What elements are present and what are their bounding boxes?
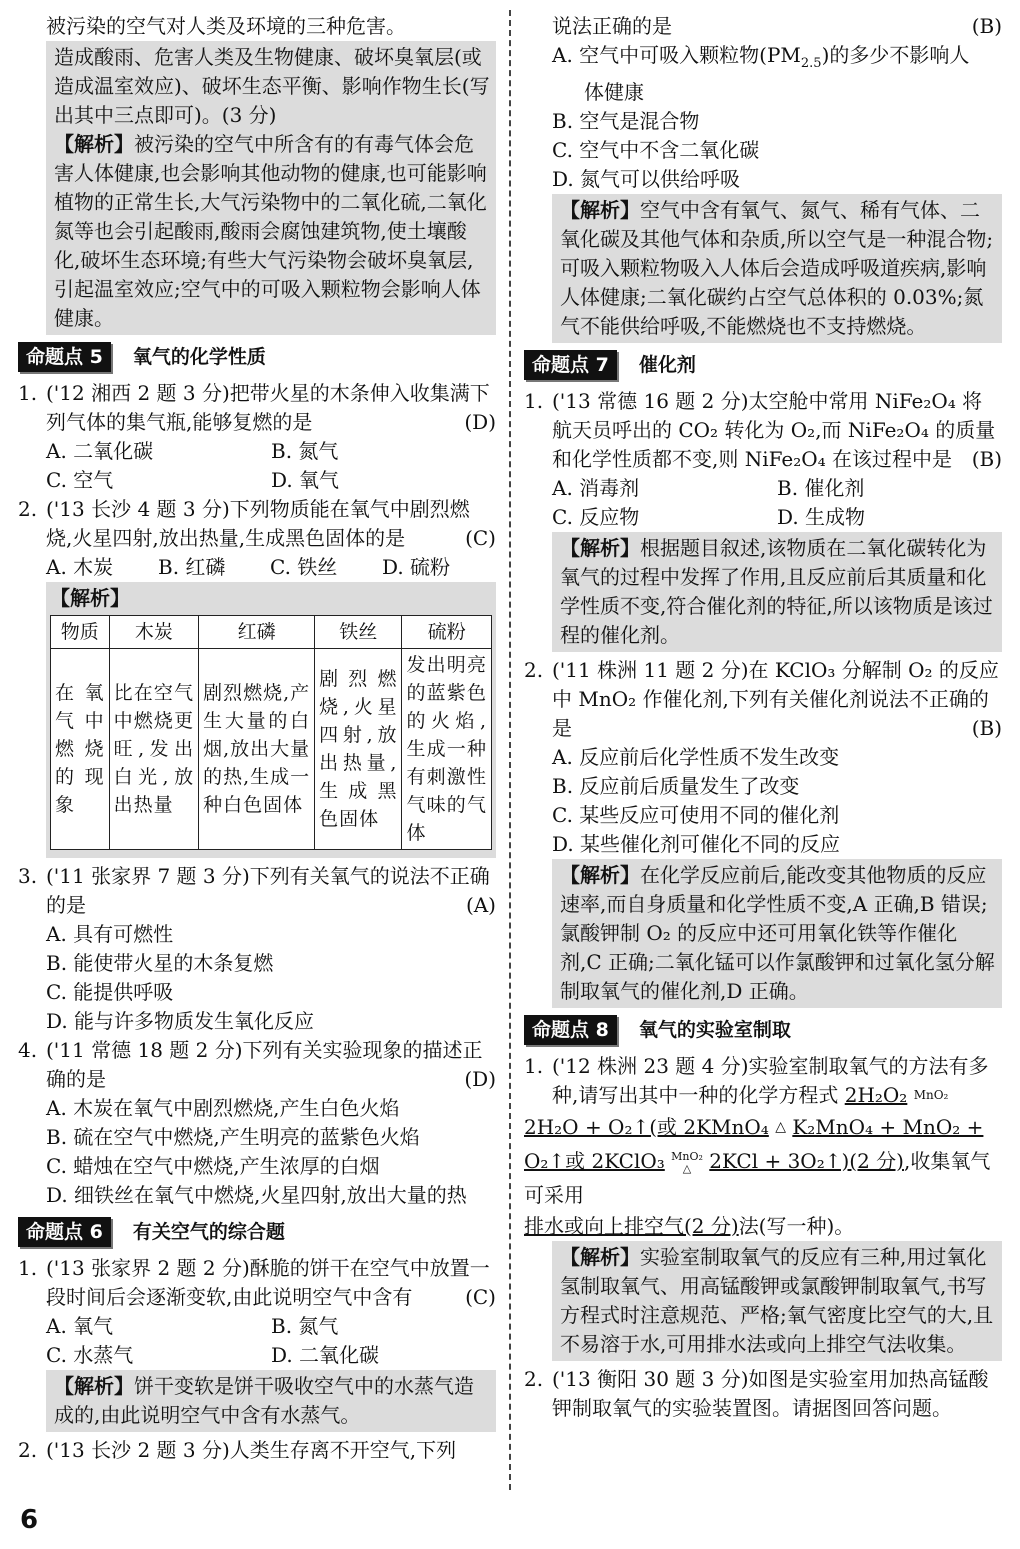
option: B. 硫在空气中燃烧,产生明亮的蓝紫色火焰 [46, 1125, 420, 1149]
section-tag: 命题点 5 [18, 342, 111, 372]
analysis-box: 【解析】根据题目叙述,该物质在二氧化碳转化为氧气的过程中发挥了作用,且反应前后其质量和化学性质不变,符合催化剂的特征,所以该物质是该过程的催化剂。 [552, 532, 1002, 652]
options: A. 木炭 B. 红磷 C. 铁丝 D. 硫粉 [46, 555, 451, 579]
section-tag: 命题点 8 [524, 1015, 617, 1045]
option: C. 能提供呼吸 [46, 980, 174, 1004]
table-cell: 比在空气中燃烧更旺,发出白光,放出热量 [109, 649, 199, 850]
option: D. 细铁丝在氧气中燃烧,火星四射,放出大量的热 [46, 1183, 467, 1207]
options: C. 空气 D. 氧气 [46, 468, 340, 492]
section-heading-6 [18, 1216, 496, 1248]
option: C. 某些反应可使用不同的催化剂 [552, 803, 840, 827]
table-cell: 剧烈燃烧,火星四射,放出热量,生成黑色固体 [315, 649, 402, 850]
analysis-label: 【解析】 [50, 586, 130, 610]
question-5-3: 3. ('11 张家界 7 题 3 分)下列有关氧气的说法不正确的是 (A) [18, 862, 496, 920]
option: D. 能与许多物质发生氧化反应 [46, 1009, 315, 1033]
catalyst-label: MnO₂ [913, 1088, 949, 1102]
analysis-box: 【解析】在化学反应前后,能改变其他物质的反应速率,而自身质量和化学性质不变,A 正确,B 错误;氯酸钾制 O₂ 的反应中还可用氧化铁等作催化剂,C 正确;二氧化锰可以作氯酸钾和过氧化氢分解制取氧气的催化剂,D 正确。 [552, 859, 1002, 1008]
option: B. 反应前后质量发生了改变 [552, 774, 800, 798]
section-title: 有关空气的综合题 [132, 1220, 285, 1243]
section-title: 氧气的实验室制取 [638, 1018, 791, 1041]
option: C. 蜡烛在空气中燃烧,产生浓厚的白烟 [46, 1154, 380, 1178]
question-6-2-cont: 说法正确的是 (B) [524, 12, 1002, 41]
answer: (C) [465, 526, 496, 550]
left-column [18, 12, 496, 1465]
analysis-table-box [46, 582, 496, 858]
option: D. 某些催化剂可催化不同的反应 [552, 832, 841, 856]
table-header: 硫粉 [402, 616, 492, 649]
question-5-1: 1. ('12 湘西 2 题 3 分)把带火星的木条伸入收集满下列气体的集气瓶,能够复燃的是 (D) [18, 379, 496, 437]
right-column [524, 12, 1002, 1423]
table-header: 物质 [51, 616, 110, 649]
table-row-label: 在氧气中燃烧的现象 [51, 649, 110, 850]
answer: (A) [465, 893, 496, 917]
option: B. 能使带火星的木条复燃 [46, 951, 274, 975]
equation-part: 2H₂O₂ [844, 1083, 908, 1107]
question-5-4: 4. ('11 常德 18 题 2 分)下列有关实验现象的描述正确的是 (D) [18, 1036, 496, 1094]
table-cell: 发出明亮的蓝紫色的火焰,生成一种有刺激性气味的气体 [402, 649, 492, 850]
options: C. 水蒸气 D. 二氧化碳 [46, 1343, 380, 1367]
answer: (B) [971, 447, 1002, 471]
section-heading-7 [524, 349, 1002, 381]
intro-answer: 造成酸雨、危害人类及生物健康、破坏臭氧层(或造成温室效应)、破坏生态平衡、影响作物生长(写出其中三点即可)。(3 分) [54, 45, 490, 127]
table-cell: 剧烈燃烧,产生大量的白烟,放出大量的热,生成一种白色固体 [199, 649, 315, 850]
options: A. 氧气 B. 氮气 [46, 1314, 339, 1338]
option-cont: 体健康 [584, 80, 644, 104]
question-6-2: 2. ('13 长沙 2 题 3 分)人类生存离不开空气,下列 [18, 1438, 457, 1462]
equation-line: O₂↑或 2KClO₃ MnO₂ △ 2KCl + 3O₂↑)(2 分),收集氧气可采用 [524, 1149, 991, 1207]
options: C. 反应物 D. 生成物 [552, 505, 866, 529]
fill-line: 排水或向上排空气(2 分)法(写一种)。 [524, 1214, 855, 1238]
analysis-box: 【解析】实验室制取氧气的反应有三种,用过氧化氢制取氧气、用高锰酸钾或氯酸钾制取氧气,书写方程式时注意规范、严格;氧气密度比空气的大,且不易溶于水,可用排水法或向上排空气法收集。 [552, 1241, 1002, 1361]
table-header: 红磷 [199, 616, 315, 649]
page-number: 6 [20, 1505, 39, 1535]
question-6-1: 1. ('13 张家界 2 题 2 分)酥脆的饼干在空气中放置一段时间后会逐渐变软,由此说明空气中含有 (C) [18, 1254, 496, 1312]
option: A. 反应前后化学性质不发生改变 [552, 745, 840, 769]
section-title: 氧气的化学性质 [132, 345, 266, 368]
answer: (C) [465, 1285, 496, 1309]
options: A. 二氧化碳 B. 氮气 [46, 439, 339, 463]
question-7-1: 1. ('13 常德 16 题 2 分)太空舱中常用 NiFe₂O₄ 将航天员呼出的 CO₂ 转化为 O₂,而 NiFe₂O₄ 的质量和化学性质都不变,则 NiFe₂O₄ 在该过程中是 (B) [524, 387, 1002, 474]
answer: (B) [971, 716, 1002, 740]
fill-blank: 排水或向上排空气(2 分) [524, 1214, 739, 1238]
option: A. 木炭在氧气中剧烈燃烧,产生白色火焰 [46, 1096, 400, 1120]
section-title: 催化剂 [638, 353, 696, 376]
option: B. 空气是混合物 [552, 109, 700, 133]
table-header: 木炭 [109, 616, 199, 649]
question-5-2: 2. ('13 长沙 4 题 3 分)下列物质能在氧气中剧烈燃烧,火星四射,放出热量,生成黑色固体的是 (C) [18, 495, 496, 553]
answer: (D) [464, 1067, 496, 1091]
question-8-2: 2. ('13 衡阳 30 题 3 分)如图是实验室用加热高锰酸钾制取氧气的实验装置图。请据图回答问题。 [524, 1367, 989, 1420]
question-8-1: 1. ('12 株洲 23 题 4 分)实验室制取氧气的方法有多种,请写出其中一种的化学方程式 2H₂O₂ $^{MnO_2}$ [524, 1054, 989, 1107]
analysis-box: 【解析】空气中含有氧气、氮气、稀有气体、二氧化碳及其他气体和杂质,所以空气是一种混合物;可吸入颗粒物吸入人体后会造成呼吸道疾病,影响人体健康;二氧化碳约占空气总体积的 0.03%;氮气不能供给呼吸,不能燃烧也不支持燃烧。 [552, 194, 1002, 343]
section-heading-8 [524, 1014, 1002, 1046]
section-tag: 命题点 7 [524, 350, 617, 380]
section-heading-5 [18, 341, 496, 373]
question-7-2: 2. ('11 株洲 11 题 2 分)在 KClO₃ 分解制 O₂ 的反应中 MnO₂ 作催化剂,下列有关催化剂说法不正确的是 (B) [524, 656, 1002, 743]
intro-answer-box [46, 41, 496, 335]
column-divider [509, 10, 511, 1490]
option: C. 空气中不含二氧化碳 [552, 138, 760, 162]
intro-analysis: 被污染的空气中所含有的有毒气体会危害人体健康,也会影响其他动物的健康,也可能影响植物的正常生长,大气污染物中的二氧化硫,二氧化氮等也会引起酸雨,酸雨会腐蚀建筑物,使土壤酸化,破坏生态环境;有些大气污染物会破坏臭氧层,引起温室效应;空气中的可吸入颗粒物会影响人体健康。 [54, 132, 487, 330]
option: A. 空气中可吸入颗粒物$(PM_{2.5})$的多少不影响人 [552, 43, 970, 71]
analysis-label: 【解析】 [54, 132, 134, 156]
answer: (B) [971, 14, 1002, 38]
option: A. 具有可燃性 [46, 922, 174, 946]
table-header: 铁丝 [315, 616, 402, 649]
combustion-table [50, 615, 492, 850]
answer: (D) [464, 410, 496, 434]
section-tag: 命题点 6 [18, 1217, 111, 1247]
equation-line: 2H₂O + O₂↑(或 2KMnO₄ △ K₂MnO₄ + MnO₂ + [524, 1115, 984, 1139]
option: D. 氮气可以供给呼吸 [552, 167, 741, 191]
analysis-box: 【解析】饼干变软是饼干吸收空气中的水蒸气造成的,由此说明空气中含有水蒸气。 [46, 1370, 496, 1432]
options: A. 消毒剂 B. 催化剂 [552, 476, 865, 500]
intro-question-tail: 被污染的空气对人类及环境的三种危害。 [46, 14, 406, 38]
